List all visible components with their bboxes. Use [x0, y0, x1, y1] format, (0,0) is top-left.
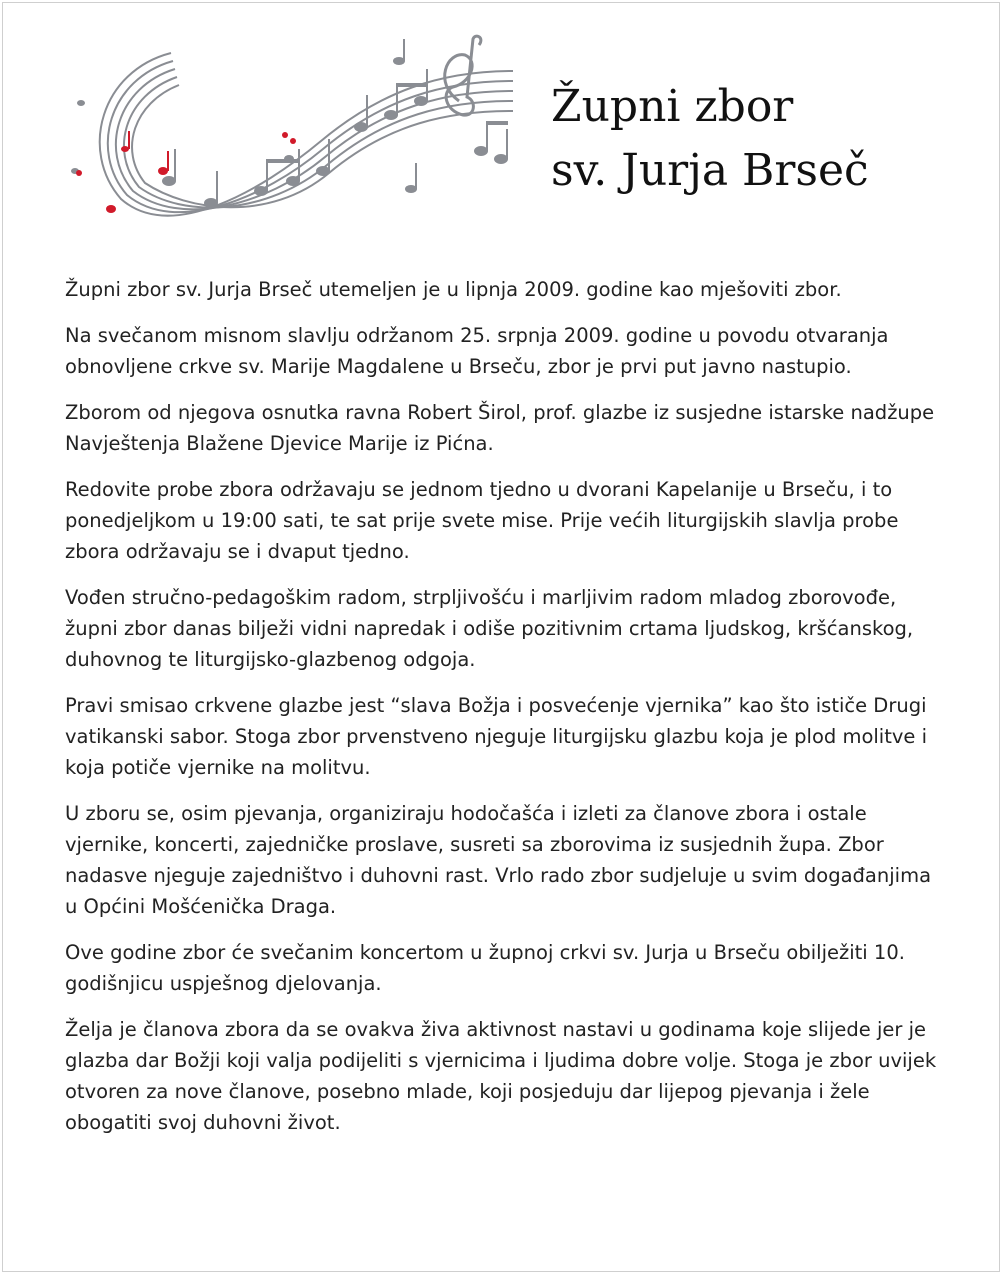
- paragraph-rehearsals: Redovite probe zbora održavaju se jednom tjedno u dvorani Kapelanije u Brseču, i to ponedjeljkom u 19:00 sati, te sat prije svete mise. Prije većih liturgijskih slavlja probe zbora održavaju se i dvaput tjedno.: [65, 478, 899, 563]
- paragraph-church-music: Pravi smisao crkvene glazbe jest “slava Božja i posvećenje vjernika” kao što ističe Drugi vatikanski sabor. Stoga zbor prvenstveno njeguje liturgijsku glazbu koja je plod molitve i koja potiče vjernike na molitvu.: [65, 694, 928, 779]
- page-title: [551, 75, 869, 203]
- paragraph-progress: Vođen stručno-pedagoškim radom, strpljivošću i marljivim radom mladog zborovođe, župni zbor danas bilježi vidni napredak i odiše pozitivnim crtama ljudskog, kršćanskog, duhovnog te liturgijsko-glazbenog odgoja.: [65, 586, 914, 671]
- paragraph-conductor: Zborom od njegova osnutka ravna Robert Širol, prof. glazbe iz susjedne istarske nadžupe Navještenja Blažene Djevice Marije iz Pićna.: [65, 401, 935, 455]
- title-line-1: Župni zbor: [551, 81, 794, 132]
- paragraph-activities: U zboru se, osim pjevanja, organiziraju hodočašća i izleti za članove zbora i ostale vjernike, koncerti, zajedničke proslave, susreti sa zborovima iz susjednih župa. Zbor nadasve njeguje zajedništvo i duhovni rast. Vrlo rado zbor sudjeluje u svim događanjima u Općini Mošćenička Draga.: [65, 802, 932, 918]
- paragraph-invitation: Želja je članova zbora da se ovakva živa aktivnost nastavi u godinama koje slijede jer je glazba dar Božji koji valja podijeliti s vjernicima i ljudima dobre volje. Stoga je zbor uvijek otvoren za nove članove, posebno mlade, koji posjeduju dar lijepog pjevanja i žele obogatiti svoj duhovni život.: [65, 1018, 937, 1134]
- title-line-2: sv. Jurja Brseč: [551, 145, 869, 196]
- document-page: [2, 2, 1000, 1272]
- paragraph-anniversary: Ove godine zbor će svečanim koncertom u župnoj crkvi sv. Jurja u Brseču obilježiti 10. godišnjicu uspješnog djelovanja.: [65, 941, 905, 995]
- music-staff-logo-icon: [61, 31, 517, 243]
- paragraph-first-performance: Na svečanom misnom slavlju održanom 25. srpnja 2009. godine u povodu otvaranja obnovljene crkve sv. Marije Magdalene u Brseču, zbor je prvi put javno nastupio.: [65, 324, 889, 378]
- paragraph-founding: Župni zbor sv. Jurja Brseč utemeljen je u lipnja 2009. godine kao mješoviti zbor.: [65, 278, 842, 301]
- article-body: [65, 274, 945, 1153]
